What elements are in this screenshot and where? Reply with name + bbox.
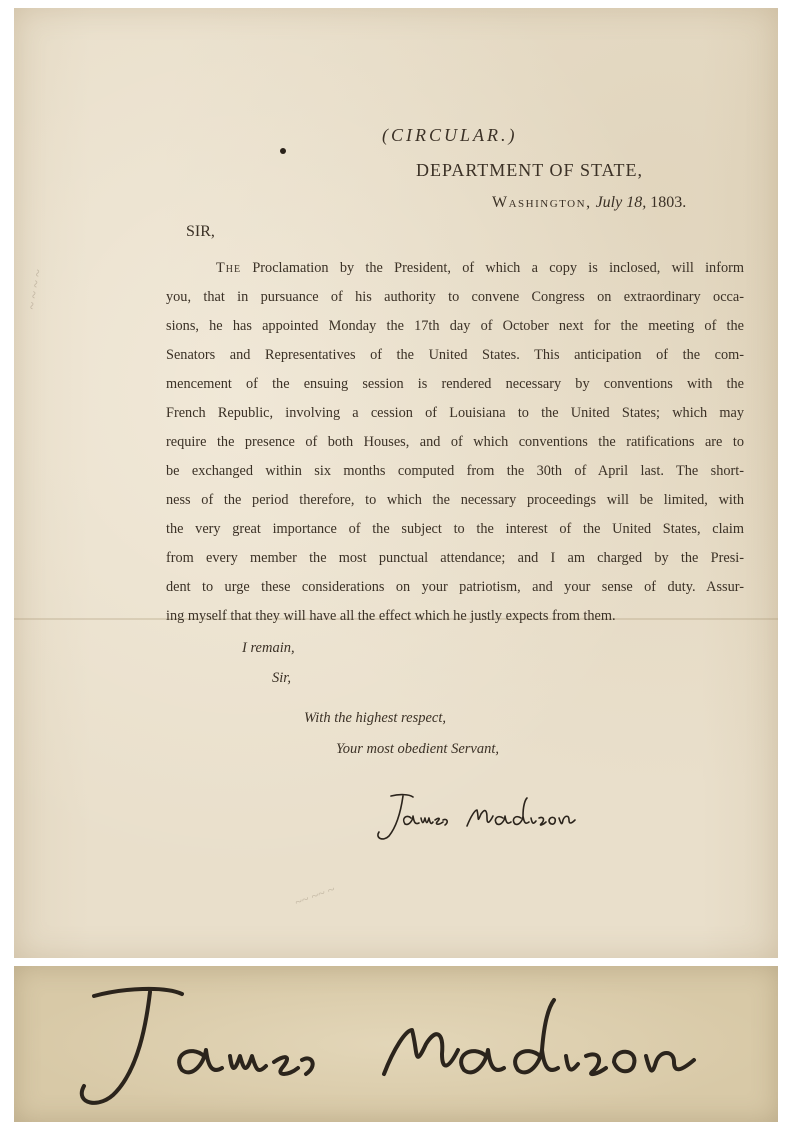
circular-heading: (CIRCULAR.)	[382, 125, 518, 145]
body-line: ness of the period therefore, to which the necessary proceedings will be limited, with	[166, 492, 744, 508]
letter-page	[14, 8, 778, 958]
closing-sir: Sir,	[272, 670, 291, 686]
closing-respect: With the highest respect,	[304, 710, 447, 726]
body-line: you, that in pursuance of his authority to convene Congress on extraordinary occa-	[166, 289, 744, 305]
ink-blot	[280, 148, 286, 154]
bleed-through-ink-left: ~ ~ ~ ~	[24, 268, 47, 312]
body-line: mencement of the ensuing session is rendered necessary by conventions with the	[166, 376, 744, 392]
closing-i-remain: I remain,	[242, 640, 295, 656]
dateline-month-day: July 18,	[595, 194, 647, 211]
salutation: SIR,	[186, 223, 215, 240]
body-line: the very great importance of the subject to the interest of the United States, claim	[166, 521, 744, 537]
body-line: Senators and Representatives of the United States. This anticipation of the com-	[166, 347, 744, 363]
signature-handwritten	[369, 788, 599, 848]
body-line: be exchanged within six months computed from the 30th of April last. The short-	[166, 463, 744, 479]
dateline	[492, 194, 686, 212]
body-line: require the presence of both Houses, and of which conventions the ratifications are to	[166, 434, 744, 450]
body-line: French Republic, involving a cession of Louisiana to the United States; which may	[166, 405, 744, 421]
signature-detail-handwritten	[54, 974, 754, 1119]
closing-servant: Your most obedient Servant,	[336, 741, 499, 757]
body-line: dent to urge these considerations on your patriotism, and your sense of duty. Assur-	[166, 579, 744, 595]
bleed-through-ink-bottom: ~~ ~~ ~	[292, 881, 337, 910]
body-first-word: The	[216, 260, 242, 276]
body-line: sions, he has appointed Monday the 17th day of October next for the meeting of the	[166, 318, 744, 334]
department-heading: DEPARTMENT OF STATE,	[416, 160, 644, 180]
dateline-place: Washington,	[492, 194, 592, 211]
body-line: from every member the most punctual attendance; and I am charged by the Presi-	[166, 550, 744, 566]
letter-body	[166, 254, 744, 631]
body-line: The Proclamation by the President, of which a copy is inclosed, will inform	[216, 260, 744, 276]
dateline-year: 1803.	[650, 194, 687, 211]
body-line: ing myself that they will have all the effect which he justly expects from them.	[166, 608, 616, 624]
signature-detail-panel	[14, 966, 778, 1122]
